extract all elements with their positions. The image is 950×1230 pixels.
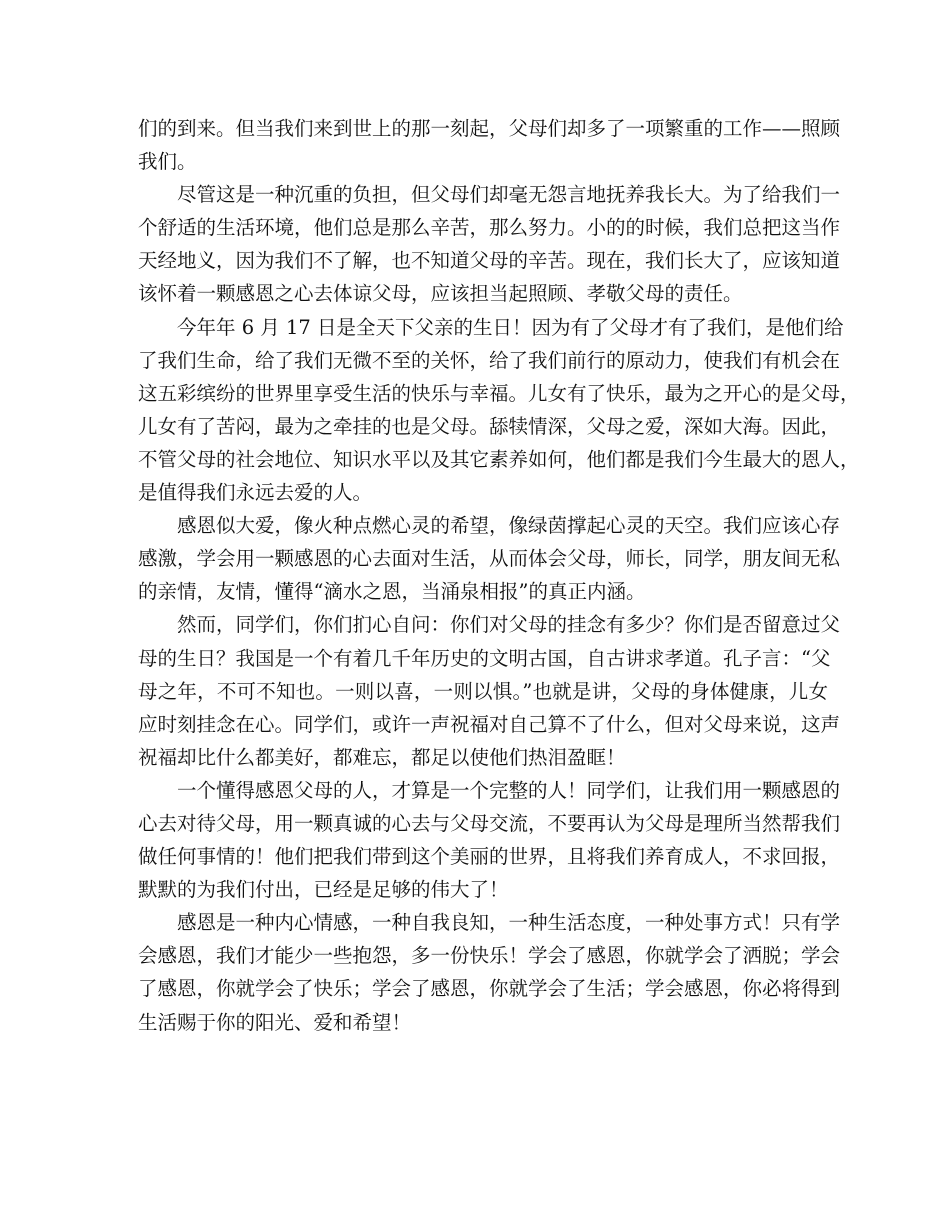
text-line: 我们。 [138,150,197,174]
text-line: 天经地义，因为我们不了解，也不知道父母的辛苦。现在，我们长大了，应该知道 [138,249,841,273]
text-line: 感恩是一种内心情感，一种自我良知，一种生活态度，一种处事方式！只有学 [177,911,841,935]
text-line: 感激，学会用一颗感恩的心去面对生活，从而体会父母，师长，同学，朋友间无私 [138,547,841,571]
text-line: 了我们生命，给了我们无微不至的关怀，给了我们前行的原动力，使我们有机会在 [138,348,841,372]
text-line: 一个懂得感恩父母的人，才算是一个完整的人！同学们，让我们用一颗感恩的 [177,778,841,802]
text-line: 是值得我们永远去爱的人。 [138,481,373,505]
text-line: 感恩似大爱，像火种点燃心灵的希望，像绿茵撑起心灵的天空。我们应该心存 [177,514,841,538]
text-line: 今年年 6 月 17 日是全天下父亲的生日！因为有了父母才有了我们，是他们给 [177,315,844,339]
text-line: 祝福却比什么都美好，都难忘，都足以使他们热泪盈眶！ [138,745,626,769]
text-line: 的亲情，友情，懂得“滴水之恩，当涌泉相报”的真正内涵。 [138,580,646,604]
text-line: 然而，同学们，你们扪心自问：你们对父母的挂念有多少？你们是否留意过父 [177,613,841,637]
text-line: 不管父母的社会地位、知识水平以及其它素养如何，他们都是我们今生最大的恩人， [138,447,860,471]
text-line: 们的到来。但当我们来到世上的那一刻起，父母们却多了一项繁重的工作——照顾 [138,117,841,140]
text-line: 了感恩，你就学会了快乐；学会了感恩，你就学会了生活；学会感恩，你必将得到 [138,977,841,1001]
text-line: 母的生日？我国是一个有着几千年历史的文明古国，自古讲求孝道。孔子言：“父 [138,646,831,670]
text-line: 会感恩，我们才能少一些抱怨，多一份快乐！学会了感恩，你就学会了洒脱；学会 [138,944,841,968]
text-line: 个舒适的生活环境，他们总是那么辛苦，那么努力。小的的时候，我们总把这当作 [138,216,841,240]
text-line: 做任何事情的！他们把我们带到这个美丽的世界，且将我们养育成人，不求回报， [138,845,841,869]
text-line: 默默的为我们付出，已经是足够的伟大了！ [138,878,509,902]
document-body [138,112,860,1039]
text-line: 儿女有了苦闷，最为之牵挂的也是父母。舔犊情深，父母之爱，深如大海。因此， [138,414,841,438]
text-line: 这五彩缤纷的世界里享受生活的快乐与幸福。儿女有了快乐，最为之开心的是父母， [138,381,860,405]
text-line: 尽管这是一种沉重的负担，但父母们却毫无怨言地抚养我长大。为了给我们一 [177,183,841,207]
text-line: 心去对待父母，用一颗真诚的心去与父母交流，不要再认为父母是理所当然帮我们 [138,811,841,835]
text-line: 生活赐于你的阳光、爱和希望！ [138,1010,412,1034]
text-line: 该怀着一颗感恩之心去体谅父母，应该担当起照顾、孝敬父母的责任。 [138,282,743,306]
text-line: 母之年，不可不知也。一则以喜，一则以惧。”也就是讲，父母的身体健康，儿女 [138,679,828,703]
text-line: 应时刻挂念在心。同学们，或许一声祝福对自己算不了什么，但对父母来说，这声 [138,712,841,736]
